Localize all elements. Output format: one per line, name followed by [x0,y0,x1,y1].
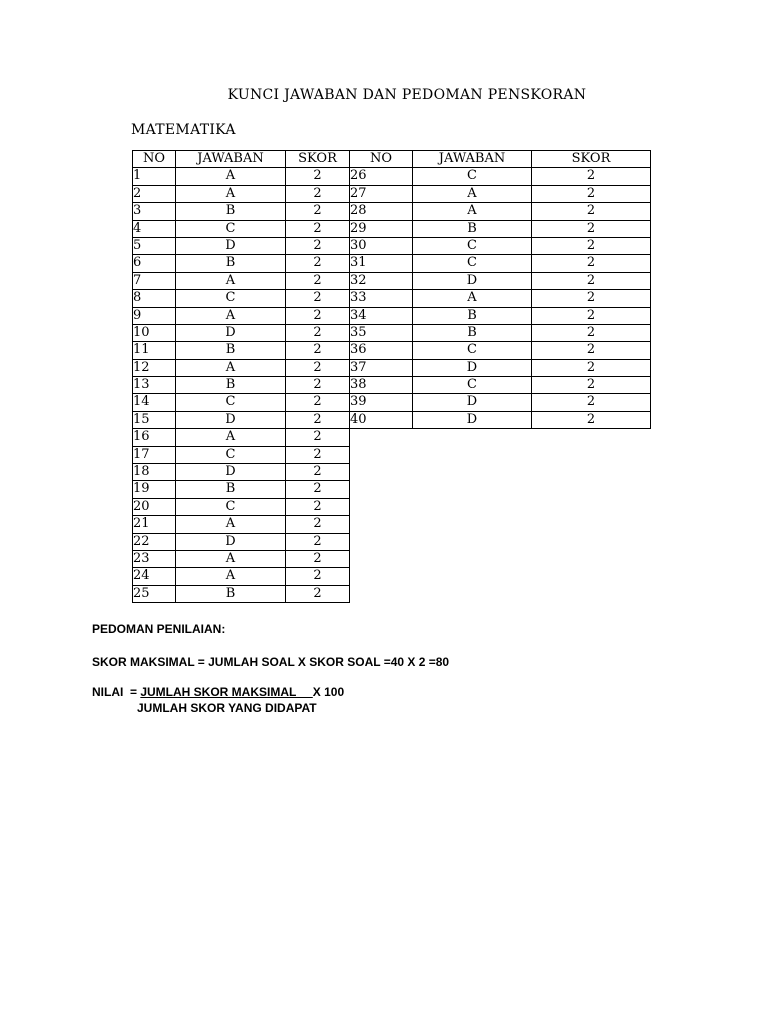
score-cell: 2 [286,377,350,394]
table-row [133,324,651,341]
score-cell: 2 [532,203,651,220]
score-cell: 2 [532,394,651,411]
table-header-row [133,151,651,168]
table-row [133,307,651,324]
score-cell: 2 [286,255,350,272]
score-cell: 2 [286,290,350,307]
answer-cell: B [413,307,532,324]
question-number: 15 [133,411,176,428]
empty-cell [350,481,413,498]
guide-heading: PEDOMAN PENILAIAN: [92,622,226,636]
question-number: 39 [350,394,413,411]
empty-cell [532,464,651,481]
question-number: 31 [350,255,413,272]
score-cell: 2 [286,568,350,585]
score-cell: 2 [532,411,651,428]
score-cell: 2 [286,324,350,341]
answer-cell: A [176,185,286,202]
empty-cell [350,550,413,567]
question-number: 6 [133,255,176,272]
nilai-prefix: NILAI = [92,685,141,699]
empty-cell [413,516,532,533]
header-jawaban: JAWABAN [176,151,286,168]
question-number: 33 [350,290,413,307]
score-cell: 2 [286,481,350,498]
answer-cell: D [176,411,286,428]
empty-cell [413,481,532,498]
score-cell: 2 [286,585,350,602]
question-number: 2 [133,185,176,202]
header-skor: SKOR [286,151,350,168]
table-row [133,272,651,289]
empty-cell [532,516,651,533]
table-row [133,185,651,202]
answer-cell: B [413,220,532,237]
answer-cell: D [413,411,532,428]
answer-cell: B [176,481,286,498]
empty-cell [350,429,413,446]
empty-cell [413,533,532,550]
score-cell: 2 [286,220,350,237]
empty-cell [532,585,651,602]
score-cell: 2 [286,237,350,254]
table-row [133,255,651,272]
answer-cell: C [176,220,286,237]
question-number: 4 [133,220,176,237]
question-number: 34 [350,307,413,324]
answer-key-table [132,150,651,603]
question-number: 5 [133,237,176,254]
empty-cell [413,429,532,446]
answer-cell: A [176,568,286,585]
table-row [133,220,651,237]
answer-cell: A [413,185,532,202]
answer-cell: A [176,550,286,567]
empty-cell [532,498,651,515]
score-cell: 2 [286,464,350,481]
score-cell: 2 [286,342,350,359]
answer-cell: C [413,255,532,272]
question-number: 27 [350,185,413,202]
answer-cell: D [176,533,286,550]
nilai-numerator: JUMLAH SKOR MAKSIMAL [140,685,313,699]
table-row [133,290,651,307]
question-number: 22 [133,533,176,550]
empty-cell [413,550,532,567]
empty-cell [532,550,651,567]
answer-cell: C [176,394,286,411]
score-cell: 2 [532,290,651,307]
score-cell: 2 [532,307,651,324]
header-no: NO [350,151,413,168]
score-cell: 2 [286,446,350,463]
answer-cell: D [176,464,286,481]
empty-cell [350,568,413,585]
score-cell: 2 [532,168,651,185]
question-number: 7 [133,272,176,289]
question-number: 19 [133,481,176,498]
table-row [133,464,651,481]
empty-cell [350,498,413,515]
question-number: 36 [350,342,413,359]
answer-cell: C [413,342,532,359]
score-cell: 2 [286,168,350,185]
answer-cell: D [413,394,532,411]
header-jawaban: JAWABAN [413,151,532,168]
answer-cell: A [176,307,286,324]
question-number: 11 [133,342,176,359]
question-number: 18 [133,464,176,481]
answer-cell: A [413,203,532,220]
answer-cell: A [413,290,532,307]
score-cell: 2 [286,307,350,324]
answer-cell: A [176,359,286,376]
empty-cell [413,498,532,515]
table-row [133,394,651,411]
score-cell: 2 [286,272,350,289]
score-cell: 2 [532,220,651,237]
question-number: 17 [133,446,176,463]
question-number: 32 [350,272,413,289]
table-row [133,498,651,515]
question-number: 37 [350,359,413,376]
empty-cell [532,481,651,498]
question-number: 20 [133,498,176,515]
question-number: 23 [133,550,176,567]
question-number: 38 [350,377,413,394]
answer-cell: B [176,377,286,394]
score-cell: 2 [532,185,651,202]
question-number: 3 [133,203,176,220]
score-cell: 2 [532,342,651,359]
answer-cell: B [176,203,286,220]
question-number: 14 [133,394,176,411]
table-row [133,568,651,585]
question-number: 21 [133,516,176,533]
score-cell: 2 [286,359,350,376]
empty-cell [532,429,651,446]
document-title: KUNCI JAWABAN DAN PEDOMAN PENSKORAN [227,87,587,103]
score-cell: 2 [532,377,651,394]
header-no: NO [133,151,176,168]
question-number: 25 [133,585,176,602]
answer-cell: D [176,237,286,254]
table-row [133,377,651,394]
nilai-formula [92,685,344,699]
empty-cell [350,464,413,481]
max-score-formula: SKOR MAKSIMAL = JUMLAH SOAL X SKOR SOAL =40 X 2 =80 [92,655,450,669]
table-row [133,203,651,220]
empty-cell [350,533,413,550]
score-cell: 2 [532,359,651,376]
table-row [133,481,651,498]
header-skor: SKOR [532,151,651,168]
question-number: 24 [133,568,176,585]
table-row [133,585,651,602]
empty-cell [350,516,413,533]
answer-cell: C [413,377,532,394]
empty-cell [532,568,651,585]
question-number: 28 [350,203,413,220]
empty-cell [532,533,651,550]
question-number: 26 [350,168,413,185]
question-number: 12 [133,359,176,376]
empty-cell [413,464,532,481]
table-row [133,237,651,254]
table-row [133,342,651,359]
empty-cell [350,446,413,463]
answer-cell: A [176,516,286,533]
answer-cell: B [176,585,286,602]
answer-cell: C [176,290,286,307]
table-row [133,533,651,550]
answer-cell: C [413,168,532,185]
table-row [133,359,651,376]
score-cell: 2 [286,394,350,411]
nilai-multiplier: X 100 [312,685,345,699]
answer-cell: A [176,168,286,185]
question-number: 16 [133,429,176,446]
question-number: 13 [133,377,176,394]
score-cell: 2 [286,203,350,220]
empty-cell [413,446,532,463]
score-cell: 2 [286,185,350,202]
score-cell: 2 [532,324,651,341]
score-cell: 2 [532,237,651,254]
score-cell: 2 [532,255,651,272]
question-number: 9 [133,307,176,324]
answer-cell: B [413,324,532,341]
table-row [133,446,651,463]
table-row [133,168,651,185]
nilai-denominator: JUMLAH SKOR YANG DIDAPAT [137,701,317,715]
empty-cell [413,585,532,602]
question-number: 35 [350,324,413,341]
question-number: 30 [350,237,413,254]
question-number: 40 [350,411,413,428]
table-row [133,411,651,428]
answer-cell: A [176,272,286,289]
question-number: 1 [133,168,176,185]
answer-cell: C [413,237,532,254]
score-cell: 2 [286,516,350,533]
answer-cell: B [176,255,286,272]
score-cell: 2 [286,429,350,446]
answer-cell: D [413,272,532,289]
answer-cell: A [176,429,286,446]
answer-cell: D [413,359,532,376]
empty-cell [350,585,413,602]
question-number: 29 [350,220,413,237]
score-cell: 2 [286,550,350,567]
empty-cell [532,446,651,463]
question-number: 10 [133,324,176,341]
score-cell: 2 [286,411,350,428]
subject-label: MATEMATIKA [131,122,236,138]
answer-cell: D [176,324,286,341]
table-row [133,516,651,533]
table-row [133,429,651,446]
score-cell: 2 [286,533,350,550]
score-cell: 2 [532,272,651,289]
table-row [133,550,651,567]
question-number: 8 [133,290,176,307]
empty-cell [413,568,532,585]
answer-cell: C [176,498,286,515]
answer-cell: C [176,446,286,463]
answer-cell: B [176,342,286,359]
score-cell: 2 [286,498,350,515]
